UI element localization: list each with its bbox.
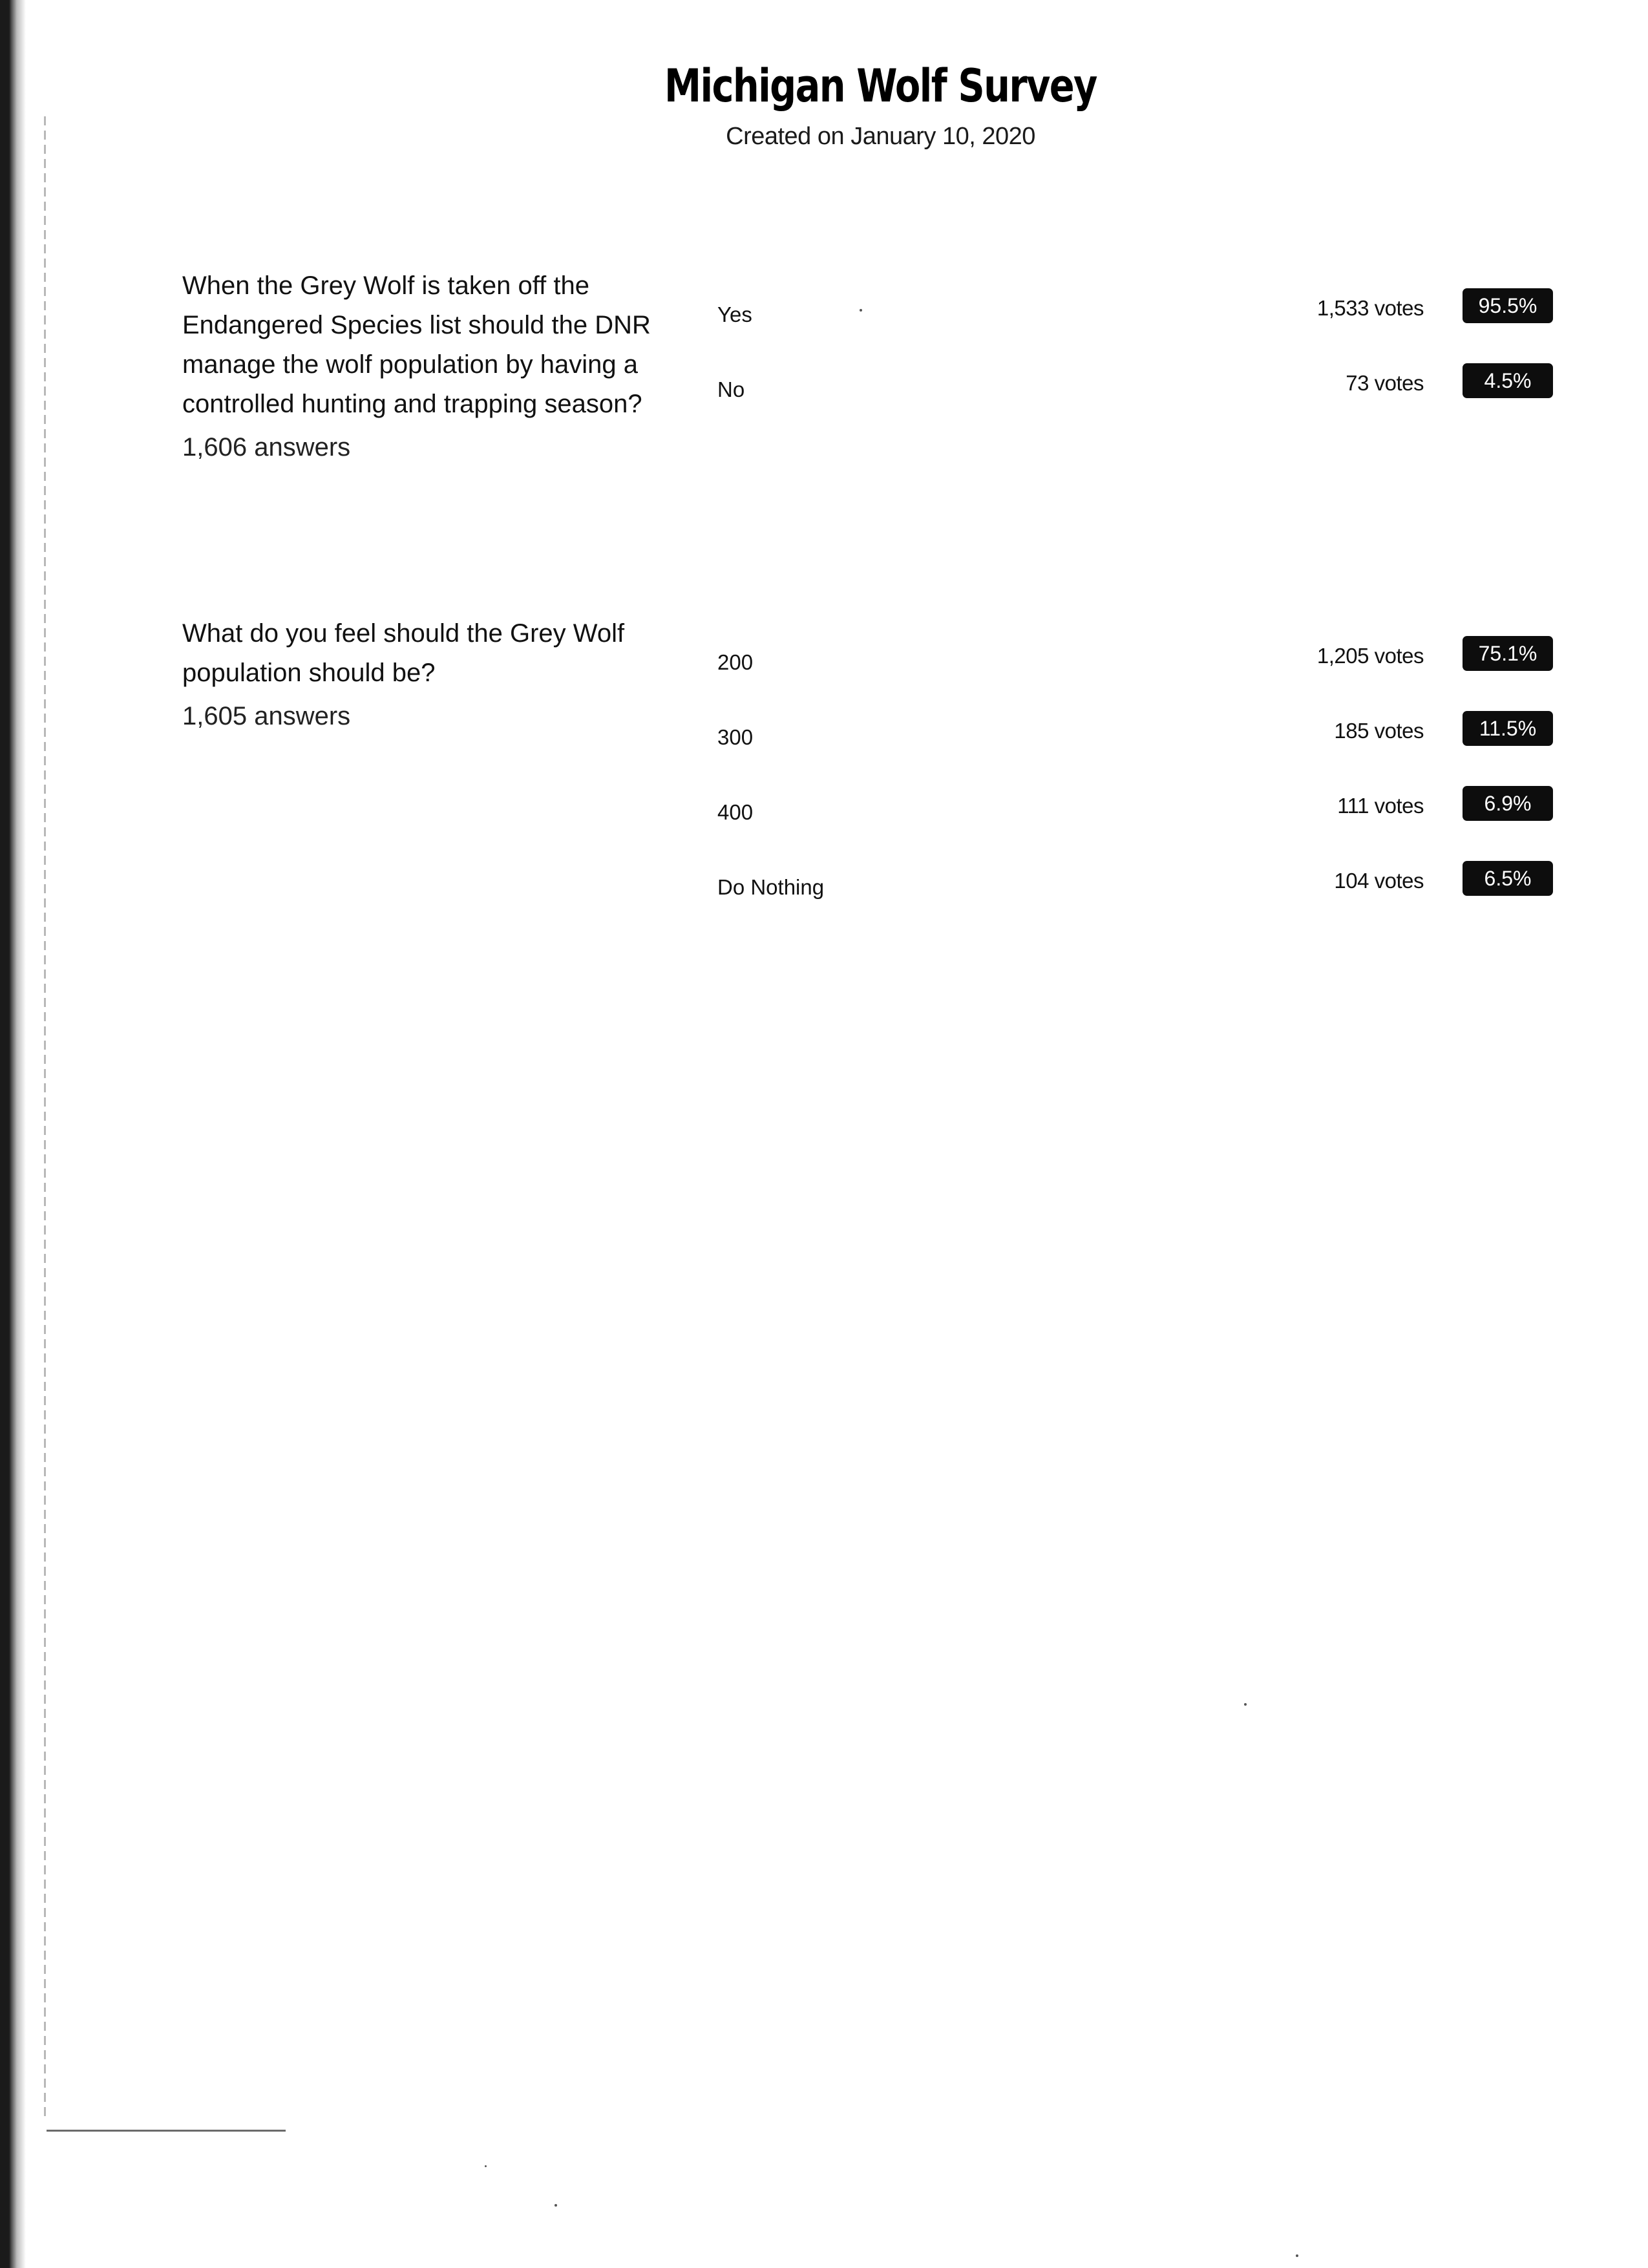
created-date: Created on January 10, 2020	[726, 123, 1035, 150]
option-label: Yes	[717, 302, 752, 326]
answer-option	[717, 869, 1558, 905]
percent-badge: 4.5%	[1463, 363, 1553, 398]
answer-option	[717, 644, 1558, 680]
answer-option	[717, 794, 1558, 830]
option-votes: 1,533 votes	[1316, 296, 1424, 320]
scan-speck	[485, 2165, 487, 2167]
answer-count: 1,605 answers	[182, 702, 351, 730]
option-label: 400	[717, 800, 754, 824]
option-votes: 73 votes	[1346, 371, 1424, 395]
scan-speck	[1244, 1703, 1247, 1706]
answer-count: 1,606 answers	[182, 433, 351, 461]
percent-badge: 6.9%	[1463, 786, 1553, 821]
option-votes: 104 votes	[1334, 869, 1424, 893]
scan-edge-shadow	[0, 0, 26, 2268]
footnote-rule	[47, 2130, 286, 2132]
question-block	[182, 266, 686, 467]
option-label: No	[717, 377, 745, 401]
page-title: Michigan Wolf Survey	[664, 59, 1097, 112]
percent-badge: 95.5%	[1463, 288, 1553, 323]
option-label: 300	[717, 725, 754, 749]
option-votes: 185 votes	[1334, 719, 1424, 743]
answer-option	[717, 719, 1558, 755]
scan-margin-line	[44, 116, 46, 2120]
question-text: When the Grey Wolf is taken off the Endangered Species list should the DNR manage the wolf population by having a controlled hunting and trapping season?	[182, 271, 651, 418]
percent-badge: 11.5%	[1463, 711, 1553, 746]
option-votes: 111 votes	[1337, 794, 1424, 818]
question-text: What do you feel should the Grey Wolf population should be?	[182, 619, 625, 687]
option-votes: 1,205 votes	[1316, 644, 1424, 668]
option-label: 200	[717, 650, 754, 674]
percent-badge: 6.5%	[1463, 861, 1553, 896]
option-label: Do Nothing	[717, 875, 825, 899]
scan-speck	[1296, 2254, 1298, 2257]
answer-option	[717, 371, 1558, 407]
scan-speck	[555, 2204, 557, 2207]
percent-badge: 75.1%	[1463, 636, 1553, 671]
question-block	[182, 614, 686, 736]
answer-option	[717, 296, 1558, 332]
